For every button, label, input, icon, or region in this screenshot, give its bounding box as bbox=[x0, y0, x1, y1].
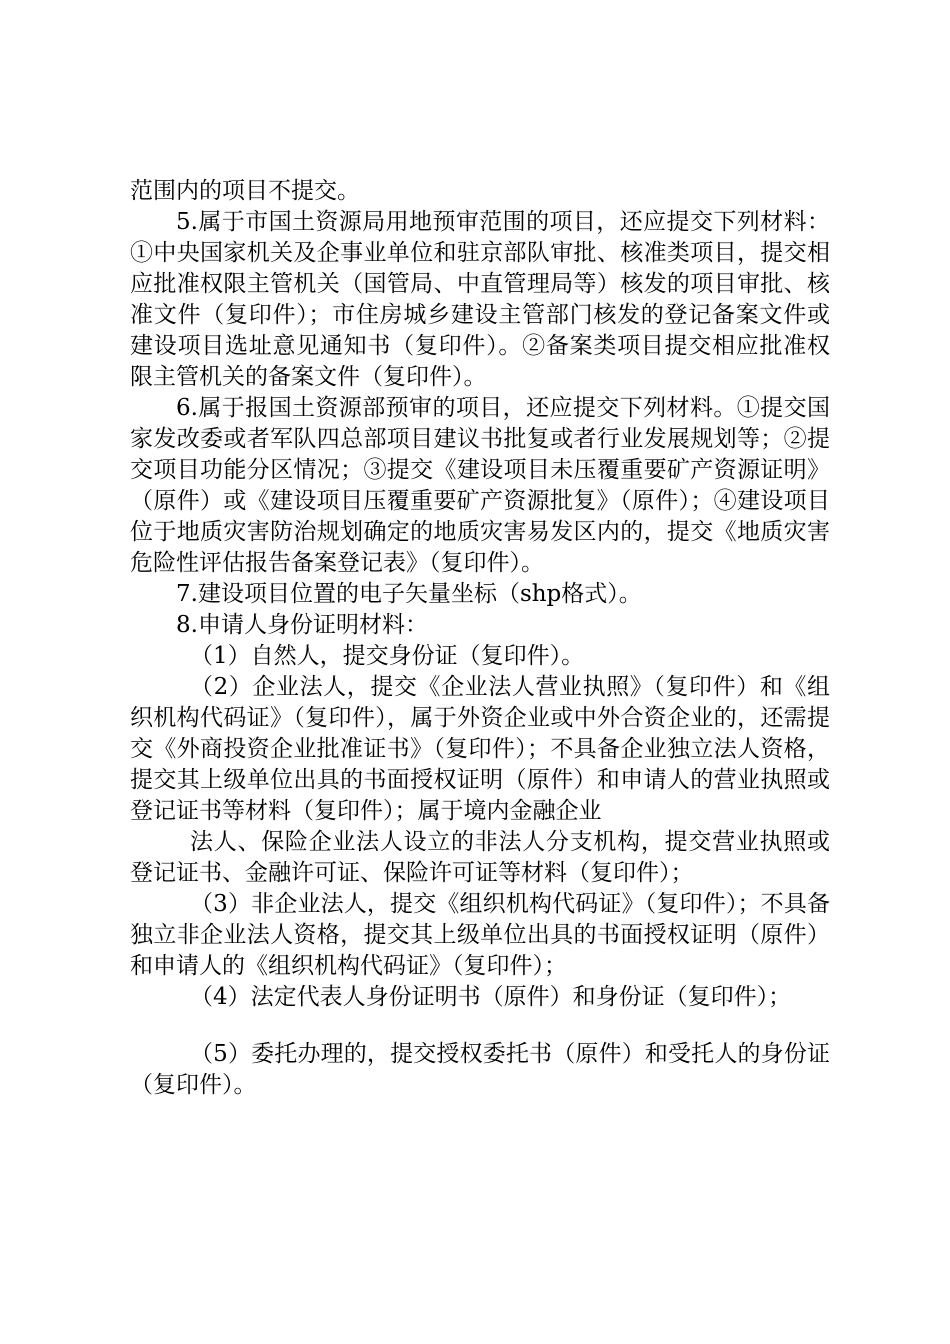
paragraph-item-7: 7.建设项目位置的电子矢量坐标（shp格式）。 bbox=[176, 581, 642, 607]
paragraph-item-8-5: （5）委托办理的，提交授权委托书（原件）和受托人的身份证（复印件）。 bbox=[130, 1041, 830, 1098]
paragraph-item-8-1: （1）自然人，提交身份证（复印件）。 bbox=[190, 643, 585, 669]
paragraph-item-8-2: （2）企业法人，提交《企业法人营业执照》（复印件）和《组织机构代码证》（复印件），属于外资企业或中外合资企业的，还需提交《外商投资企业批准证书》（复印件）；不具备企业独立法人资格，提交其上级单位出具的书面授权证明（原件）和申请人的营业执照或登记证书等材料（复印件）；属于境内金融企业 bbox=[130, 674, 830, 824]
paragraph-item-6: 6.属于报国土资源部预审的项目，还应提交下列材料。①提交国家发改委或者军队四总部项目建议书批复或者行业发展规划等；②提交项目功能分区情况；③提交《建设项目未压覆重要矿产资源证明》（原件）或《建设项目压覆重要矿产资源批复》（原件）；④建设项目位于地质灾害防治规划确定的地质灾害易发区内的，提交《地质灾害危险性评估报告备案登记表》（复印件）。 bbox=[130, 395, 830, 576]
paragraph-item-8-3: （3）非企业法人，提交《组织机构代码证》（复印件）；不具备独立非企业法人资格，提交其上级单位出具的书面授权证明（原件）和申请人的《组织机构代码证》（复印件）； bbox=[130, 891, 830, 979]
paragraph-scope-continuation: 范围内的项目不提交。 bbox=[130, 178, 360, 204]
paragraph-item-8-2-continued: 法人、保险企业法人设立的非法人分支机构，提交营业执照或登记证书、金融许可证、保险许可证等材料（复印件）； bbox=[130, 829, 830, 886]
paragraph-item-8-4: （4）法定代表人身份证明书（原件）和身份证（复印件）； bbox=[190, 984, 792, 1010]
paragraph-item-8: 8.申请人身份证明材料： bbox=[176, 612, 428, 638]
paragraph-item-5: 5.属于市国土资源局用地预审范围的项目，还应提交下列材料：①中央国家机关及企事业单位和驻京部队审批、核准类项目，提交相应批准权限主管机关（国管局、中直管理局等）核发的项目审批、核准文件（复印件）；市住房城乡建设主管部门核发的登记备案文件或建设项目选址意见通知书（复印件）。②备案类项目提交相应批准权限主管机关的备案文件（复印件）。 bbox=[130, 209, 830, 390]
document-page bbox=[130, 176, 830, 1101]
paragraph-gap bbox=[130, 1013, 830, 1039]
